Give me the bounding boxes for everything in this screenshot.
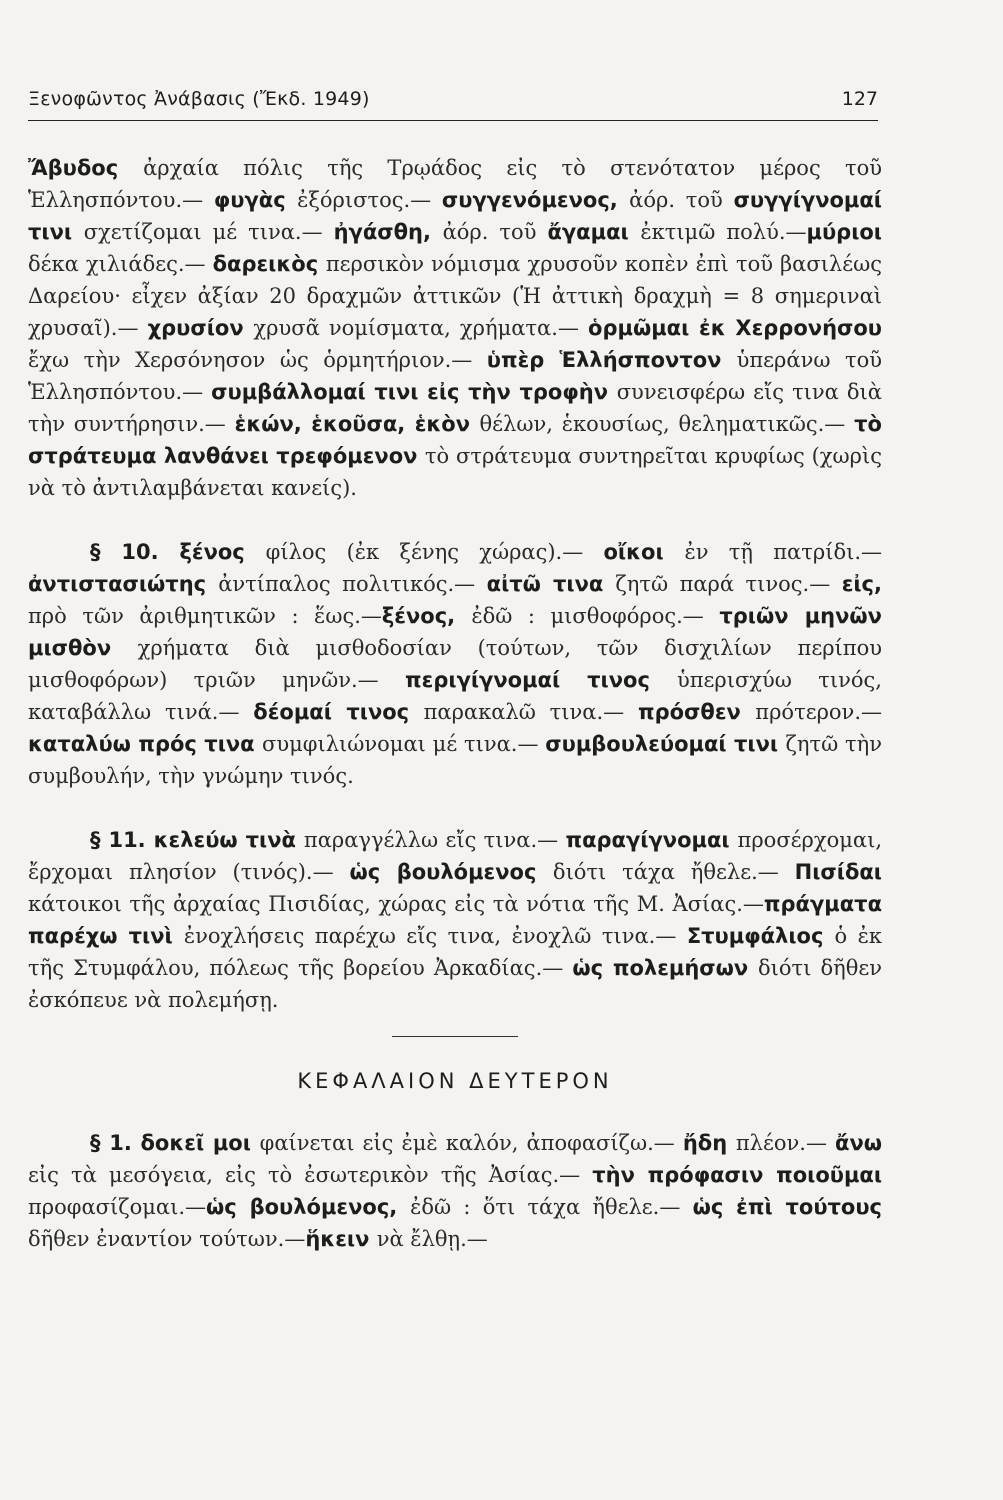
headword: Στυμφάλιος xyxy=(686,924,835,948)
definition-text: συνεισφέρω εἴς τινα διὰ τὴν συντήρησιν.— xyxy=(28,380,882,436)
headword: περιγίγνομαί τινος xyxy=(405,668,677,692)
headword: τὸ στράτευμα λανθάνει τρεφόμενον xyxy=(28,412,882,468)
headword: τριῶν μηνῶν μισθὸν xyxy=(28,604,882,660)
definition-text: πρὸ τῶν ἀριθμητικῶν : ἕως.— xyxy=(28,604,382,628)
headword: συμβάλλομαί τινι εἰς τὴν τροφὴν xyxy=(211,380,617,404)
definition-text: ἐνοχλήσεις παρέχω εἴς τινα, ἐνοχλῶ τινα.— xyxy=(183,924,687,948)
headword: ἑκών, ἑκοῦσα, ἑκὸν xyxy=(234,412,480,436)
page-header xyxy=(28,88,878,121)
definition-text: προφασίζομαι.— xyxy=(28,1195,207,1219)
definition-text: ἀντίπαλος πολιτικός.— xyxy=(218,572,487,596)
definition-text: διότι τάχα ἤθελε.— xyxy=(552,860,795,884)
headword: συγγίγνομαί τινι xyxy=(28,188,882,244)
definition-text: ἔχω τὴν Χερσόνησον ὡς ὁρμητήριον.— xyxy=(28,348,487,372)
paragraph-1 xyxy=(28,152,882,504)
definition-text: περσικὸν νόμισμα χρυσοῦν κοπὲν ἐπὶ τοῦ βασιλέως Δαρείου· εἶχεν ἀξίαν 20 δραχμῶν ἀττικῶν (Ἡ ἀττικὴ δραχμὴ = 8 σημεριναὶ χρυσαῖ).— xyxy=(28,252,882,340)
headword: ἥκειν xyxy=(305,1227,377,1251)
definition-text: παρακαλῶ τινα.— xyxy=(423,700,638,724)
headword: οἴκοι xyxy=(603,540,685,564)
headword: συγγενόμενος, xyxy=(441,188,630,212)
headword: ἠγάσθη, xyxy=(333,220,443,244)
headword: ἤδη xyxy=(682,1131,736,1155)
definition-text: ζητῶ τὴν συμβουλήν, τὴν γνώμην τινός. xyxy=(28,732,882,788)
headword: ὡς ἐπὶ τούτους xyxy=(692,1195,882,1219)
headword: εἰς, xyxy=(841,572,882,596)
section-divider xyxy=(392,1036,518,1037)
headword: μύριοι xyxy=(806,220,882,244)
headword: παραγίγνομαι xyxy=(565,828,738,852)
definition-text: θέλων, ἑκουσίως, θεληματικῶς.— xyxy=(479,412,855,436)
headword: ἀντιστασιώτης xyxy=(28,572,219,596)
chapter-title: ΚΕΦΑΛΑΙΟΝ ΔΕΥΤΕΡΟΝ xyxy=(297,1069,613,1093)
definition-text: φαίνεται εἰς ἐμὲ καλόν, ἀποφασίζω.— xyxy=(259,1131,683,1155)
headword: § 10. ξένος xyxy=(90,540,266,564)
headword: ὑπὲρ Ἑλλήσποντον xyxy=(486,348,737,372)
definition-text: ζητῶ παρά τινος.— xyxy=(615,572,842,596)
definition-text: διότι δῆθεν ἐσκόπευε νὰ πολεμήσῃ. xyxy=(28,956,882,1012)
headword: πρόσθεν xyxy=(637,700,756,724)
definition-text: παραγγέλλω εἴς τινα.— xyxy=(303,828,566,852)
definition-text: φίλος (ἐκ ξένης χώρας).— xyxy=(265,540,604,564)
definition-text: πλέον.— xyxy=(735,1131,836,1155)
headword: § 11. κελεύω τινὰ xyxy=(90,828,304,852)
definition-text: χρυσᾶ νομίσματα, χρήματα.— xyxy=(253,316,589,340)
definition-text: ὁ ἐκ τῆς Στυμφάλου, πόλεως τῆς βορείου Ἀρκαδίας.— xyxy=(28,924,882,980)
definition-text: ἐξόριστος.— xyxy=(297,188,442,212)
headword: χρυσίον xyxy=(147,316,254,340)
definition-text: δῆθεν ἐναντίον τούτων.— xyxy=(28,1227,306,1251)
headword: ἄγαμαι xyxy=(547,220,641,244)
definition-text: ὑπεράνω τοῦ Ἑλλησπόντου.— xyxy=(28,348,882,404)
definition-text: ἀόρ. τοῦ xyxy=(629,188,734,212)
definition-text: ὑπερισχύω τινός, καταβάλλω τινά.— xyxy=(28,668,882,724)
definition-text: συμφιλιώνομαι μέ τινα.— xyxy=(262,732,546,756)
body-text xyxy=(28,152,882,1255)
headword: καταλύω πρός τινα xyxy=(28,732,263,756)
headword: συμβουλεύομαί τινι xyxy=(545,732,786,756)
paragraph-gap xyxy=(28,504,882,536)
headword: πράγματα παρέχω τινὶ xyxy=(28,892,882,948)
paragraph-section-10 xyxy=(28,536,882,792)
definition-text: ἀρχαία πόλις τῆς Τρῳάδος εἰς τὸ στενότατον μέρος τοῦ Ἑλλησπόντου.— xyxy=(28,156,882,212)
headword: δέομαί τινος xyxy=(253,700,424,724)
headword: τὴν πρόφασιν ποιοῦμαι xyxy=(592,1163,883,1187)
headword: δαρεικὸς xyxy=(212,252,326,276)
headword: ὡς βουλόμενος, xyxy=(206,1195,411,1219)
headword: Πισίδαι xyxy=(794,860,882,884)
definition-text: δέκα χιλιάδες.— xyxy=(28,252,213,276)
headword: ὡς βουλόμενος xyxy=(349,860,553,884)
definition-text: νὰ ἔλθῃ.— xyxy=(376,1227,488,1251)
definition-text: ἀόρ. τοῦ xyxy=(442,220,548,244)
page-number: 127 xyxy=(841,88,878,110)
definition-text: προσέρχομαι, ἔρχομαι πλησίον (τινός).— xyxy=(28,828,882,884)
paragraph-chapter-section-1 xyxy=(28,1127,882,1255)
definition-text: πρότερον.— xyxy=(755,700,882,724)
headword: αἰτῶ τινα xyxy=(486,572,616,596)
running-title: Ξενοφῶντος Ἀνάβασις (Ἔκδ. 1949) xyxy=(28,88,370,110)
definition-text: σχετίζομαι μέ τινα.— xyxy=(83,220,334,244)
definition-text: ἐν τῇ πατρίδι.— xyxy=(684,540,882,564)
headword: ἄνω xyxy=(835,1131,883,1155)
headword: ὁρμῶμαι ἐκ Χερρονήσου xyxy=(588,316,882,340)
headword: ξένος, xyxy=(381,604,472,628)
definition-text: κάτοικοι τῆς ἀρχαίας Πισιδίας, χώρας εἰς τὰ νότια τῆς Μ. Ἀσίας.— xyxy=(28,892,764,916)
definition-text: ἐκτιμῶ πολύ.— xyxy=(640,220,807,244)
headword: § 1. δοκεῖ μοι xyxy=(90,1131,260,1155)
definition-text: χρήματα διὰ μισθοδοσίαν (τούτων, τῶν δισχιλίων περίπου μισθοφόρων) τριῶν μηνῶν.— xyxy=(28,636,882,692)
paragraph-gap xyxy=(28,792,882,824)
definition-text: τὸ στράτευμα συντηρεῖται κρυφίως (χωρὶς νὰ τὸ ἀντιλαμβάνεται κανείς). xyxy=(28,444,882,500)
definition-text: ἐδῶ : ὅτι τάχα ἤθελε.— xyxy=(410,1195,693,1219)
definition-text: εἰς τὰ μεσόγεια, εἰς τὸ ἐσωτερικὸν τῆς Ἀσίας.— xyxy=(28,1163,593,1187)
headword: φυγὰς xyxy=(213,188,298,212)
paragraph-section-11 xyxy=(28,824,882,1016)
definition-text: ἐδῶ : μισθοφόρος.— xyxy=(471,604,720,628)
headword: ὡς πολεμήσων xyxy=(572,956,758,980)
headword: Ἄβυδος xyxy=(28,156,144,180)
